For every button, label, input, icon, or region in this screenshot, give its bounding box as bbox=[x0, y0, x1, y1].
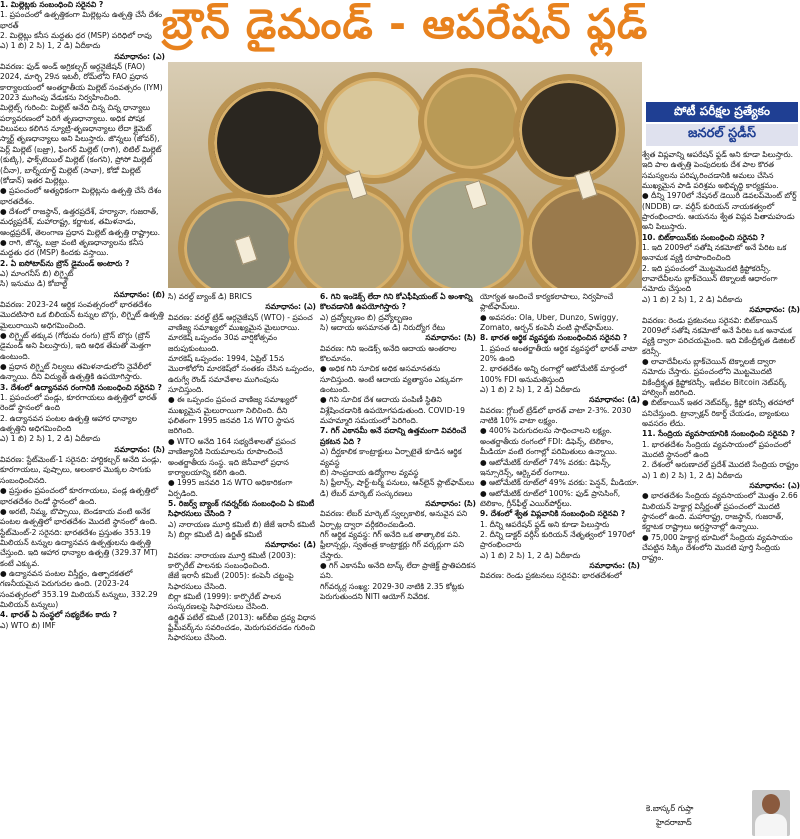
text-line: ● ఉద్యానవన పంటల విస్తీర్ణం, ఉత్పాదకతలో గణనీయమైన పెరుగుదల ఉంది. (2023-24 సంవత్సరంలో 353.19 మిలియన్ టన్నులు, 332.29 మిలియన్ టన్నులు) bbox=[0, 568, 158, 609]
text-line: డి) లేబర్ మార్కెట్ సంస్కరణలు bbox=[320, 488, 413, 498]
text-line: వివరణ: రెండు ప్రకటనలు సరైనవి: భారతదేశంలో bbox=[480, 571, 622, 581]
text-line: ● గిని సూచిక దేశ ఆదాయ పంపిణీ స్థితిని విశ్లేషించడానికి ఉపయోగపడుతుంది. COVID-19 మహమ్మారి సమయంలో పెరిగింది. bbox=[320, 395, 465, 426]
text-line: ● ఆటోమేటిక్ రూట్‌లో 49% వరకు: పెన్షన్, మీడియా. bbox=[480, 478, 639, 488]
text-line: 1. ఇది 2009లో సతోషి నకమోటో అనే పేరిట ఒక అనామక వ్యక్తి రూపొందించింది bbox=[642, 243, 787, 263]
question: 5. రిజర్వ్ బ్యాంక్ గవర్నర్‌కు సంబంధించి ఏ కమిటీ సిఫారసులు చేసింది ? bbox=[168, 498, 315, 519]
text-line: స్టేట్‌మెంట్-2 సరైనది: భారతదేశం ప్రస్తుతం 353.19 మిలియన్ టన్నుల ఉద్యానవన ఉత్పత్తులను ఉత్పత్తి చేస్తుంది. ఇది ఆహార ధాన్యాల ఉత్పత్తి (329.37 MT) కంటే ఎక్కువ. bbox=[0, 527, 158, 568]
text-line: ● భారతదేశం సేంద్రియ వ్యవసాయంలో మొత్తం 2.66 మిలియన్ హెక్టార్ల విస్తీర్ణంతో ప్రపంచంలో మొదటి స్థానంలో ఉంది. మహారాష్ట్ర, రాజస్థాన్, గుజరాత్, కర్ణాటక రాష్ట్రాలు అగ్రస్థానాల్లో ఉన్నాయి. bbox=[642, 491, 798, 532]
text-line: ఎ) 1 బి) 2 సి) 1, 2 డి) ఏదీకాదు bbox=[0, 41, 101, 51]
banner: పోటీ పరీక్షల ప్రత్యేకం bbox=[646, 102, 798, 122]
text-line: వివరణ: గ్లోబల్ ట్రేడ్‌లో భారత్ వాటా 2-3%. 2030 నాటికి 10% వాటా లక్ష్యం. bbox=[480, 405, 632, 426]
text-line: 1. భారతదేశం సేంద్రియ వ్యవసాయంలో ప్రపంచంలో మొదటి స్థానంలో ఉంది bbox=[642, 439, 791, 459]
text-line: ఎ) నారాయణ మూర్తి కమిటీ బి) జేజే ఇరానీ కమిటీ bbox=[168, 519, 315, 529]
text-line: ● WTO అనేది 164 సభ్యదేశాలతో ప్రపంచ వాణిజ్యానికి నియమాలను రూపొందించే అంతర్జాతీయ సంస్థ. ఇది జెనీవాలో ప్రధాన కార్యాలయాన్ని కలిగి ఉంది. bbox=[168, 436, 296, 477]
text-line: 2. దీన్ని డాక్టర్ వర్గీస్ కురియన్ నేతృత్వంలో 1970లో ప్రారంభించారు bbox=[480, 529, 635, 550]
question: 1. మిల్లెట్లకు సంబంధించి సరైనవి ? bbox=[0, 0, 104, 9]
text-line: ● రాగి, జొన్న, బజ్రా వంటి తృణధాన్యాలను కనీస మద్దతు ధర (MSP) కిందకు వస్తాయి. bbox=[0, 237, 144, 258]
text-line: వివరణ: నారాయణ మూర్తి కమిటీ (2003): కార్పొరేట్ పాలనకు సంబంధించింది. bbox=[168, 550, 297, 570]
text-line: ● ప్రపంచంలో అత్యధికంగా మిల్లెట్లను ఉత్పత్తి చేసే దేశం భారతదేశం. bbox=[0, 186, 162, 206]
text-line: గిగ్ ఆర్థిక వ్యవస్థ: గిగ్ అనేది ఒక తాత్కాలిక పని. ఫ్రీలాన్సర్లు, స్వతంత్ర కాంట్రాక్టర్లు గిగ్ వర్కర్లుగా పని చేస్తారు. bbox=[320, 529, 464, 560]
text-line: బి) సాంప్రదాయ ఉద్యోగాల వ్యవస్థ bbox=[320, 467, 419, 477]
text-line: వివరణ: 2023-24 ఆర్థిక సంవత్సరంలో భారతదేశం మొదటిసారి ఒక బిలియన్ టన్నుల బొగ్గు, లిగ్నైట్ ఉత్పత్తి మైలురాయిని అధిగమించింది. bbox=[0, 299, 164, 330]
text-line: 2. ఇది ప్రపంచంలో మొట్టమొదటి క్రిప్టోకరెన్సీ. లావాదేవీలను బ్లాక్‌చెయిన్ టెక్నాలజీ ఆధారంగా నమోదు చేస్తుంది bbox=[642, 263, 778, 294]
text-line: ● లిగ్నైట్ తక్కువ (గోధుమ రంగు) బ్రౌన్ బొగ్గు (బ్రౌన్ డైమండ్ అని పిలుస్తారు), ఇది అధిక తేమతో మెత్తగా ఉంటుంది. bbox=[0, 331, 152, 361]
text-line: ఎ) WTO బి) IMF bbox=[0, 620, 56, 630]
text-line: ● దేశంలో రాజస్థాన్, ఉత్తరప్రదేశ్, హర్యానా, గుజరాత్, మధ్యప్రదేశ్, మహారాష్ట్ర, కర్ణాటక, తమిళనాడు, ఆంధ్రప్రదేశ్, తెలంగాణ ప్రధాన మిల్లెట్ ఉత్పత్తి రాష్ట్రాలు. bbox=[0, 206, 161, 237]
answer: సమాధానం: (సి) bbox=[425, 498, 476, 508]
text-line: ● ప్రస్తుతం ప్రపంచంలో కూరగాయలు, పండ్ల ఉత్పత్తిలో భారతదేశం రెండో స్థానంలో ఉంది. bbox=[0, 486, 159, 506]
answer: సమాధానం: (ఎ) bbox=[114, 51, 165, 61]
text-line: ఎ) 1 బి) 2 సి) 1, 2 డి) ఏదీకాదు bbox=[480, 550, 581, 560]
question: 8. భారత ఆర్థిక వ్యవస్థకు సంబంధించిన సరైనవి ? bbox=[480, 333, 628, 343]
text-line: మిల్లెట్స్ గురించి: మిల్లెట్ అనేది చిన్న చిన్న ధాన్యాలు పర్యావరణంలో పెరిగే తృణధాన్యాలు. అధిక పోషక విలువలు కలిగిన న్యూట్రి-తృణధాన్యాలు లేదా క్లైమెట్ స్మార్ట్ తృణధాన్యాలు అని పిలుస్తారు. జొన్నలు (జోవర్), పెర్ల్ మిల్లెట్ (బజ్రా), ఫింగర్ మిల్లెట్ (రాగి), లిటిల్ మిల్లెట్ (కుట్కి), ఫాక్స్‌టెయిల్ మిల్లెట్ (కంగని), ప్రోసో మిల్లెట్ (చీనా), బార్న్‌యార్డ్ మిల్లెట్ (సావా), కోడో మిల్లెట్ (కోడాన్) ఇతర మిల్లెట్లు. bbox=[0, 103, 162, 185]
text-line: ● అధిక గిని సూచిక అధిక అసమానతను సూచిస్తుంది. అంటే ఆదాయ వ్యత్యాసం ఎక్కువగా ఉంటుంది. bbox=[320, 364, 463, 395]
middle-column-c bbox=[480, 292, 640, 839]
text-line: వివరణ: స్టేట్‌మెంట్-1 సరైనది: హార్టికల్చర్ అనేది పండ్లు, కూరగాయలు, పుష్పాలు, అలంకార మొక్కల సాగుకు సంబంధించినది. bbox=[0, 455, 162, 485]
question: 3. దేశంలో ఉద్యానవన రంగానికి సంబంధించి సరైనవి ? bbox=[0, 382, 162, 392]
text-line: ● అరటి, నిమ్మ, బొప్పాయి, బెండకాయ వంటి అనేక పంటల ఉత్పత్తిలో భారతదేశం మొదటి స్థానంలో ఉంది. bbox=[0, 506, 158, 527]
text-line: మారకెష్ ఒప్పందం: 1994, ఏప్రిల్ 15న మొరాకోలోని మారకెష్‌లో సంతకం చేసిన ఒప్పందం, ఉరుగ్వే రౌండ్ సమావేశాల ముగింపును సూచిస్తుంది. bbox=[168, 354, 315, 395]
question: 7. గిగ్ ఎకానమీ అనే పదాన్ని ఉత్తమంగా వివరించే ప్రకటన ఏది ? bbox=[320, 426, 467, 446]
text-line: ● ఆటోమేటిక్ రూట్‌లో 74% వరకు: డిఫెన్స్, ఇన్సూరెన్స్, ఆర్కైవల్ రంగాలు. bbox=[480, 457, 612, 477]
answer: సమాధానం: (డి) bbox=[589, 395, 640, 405]
text-line: ● 400% పెరుగుదలను సాధించాలని లక్ష్యం. bbox=[480, 426, 612, 436]
text-line: సి) ఫ్రీలాన్స్, షార్ట్-టర్మ్ పనులు, ఆన్‌లైన్ ప్లాట్‌ఫామ్‌లు bbox=[320, 478, 475, 488]
text-line: వివరణ: లేబర్ మార్కెట్ స్వల్పకాలిక, అనువైన పని ఏర్పాట్ల ద్వారా వర్గీకరించబడింది. bbox=[320, 509, 468, 529]
text-line: 1. ప్రపంచంలో పండ్లు, కూరగాయలు ఉత్పత్తిలో భారత్ రెండో స్థానంలో ఉంది bbox=[0, 393, 157, 413]
answer: సమాధానం: (ఎ) bbox=[749, 481, 800, 490]
text-line: ● ప్రధాన లిగ్నైట్ నిల్వలు తమిళనాడులోని నైవేలీలో ఉన్నాయి. దీని విద్యుత్ ఉత్పత్తికి ఉపయోగిస్తారు. bbox=[0, 362, 152, 382]
text-line: సి) ఆదాయ అసమానత డి) నిరుద్యోగ రేటు bbox=[320, 323, 446, 333]
headline: బ్రౌన్ డైమండ్ - ఆపరేషన్ ఫ్లడ్ bbox=[161, 0, 649, 48]
text-line: ఎ) 1 బి) 2 సి) 1, 2 డి) ఏదీకాదు bbox=[642, 470, 743, 480]
text-line: ● బిట్‌కాయిన్ ఇతర నెట్‌వర్క్, క్రిప్టో కరెన్సీ తరహాలో పనిచేస్తుంది. ట్రాన్సాక్షన్ రికార్డ్ చేయడం, బ్యాంకులు అవసరం లేదు. bbox=[642, 398, 794, 428]
text-line: 2. దేశంలో అరుణాచల్ ప్రదేశ్ మొదటి సేంద్రియ రాష్ట్రం bbox=[642, 460, 799, 470]
section-title: జనరల్ స్టడీస్ bbox=[646, 124, 798, 146]
question: 6. గిని ఇండెక్స్ లేదా గిని కోఎఫీషియంట్ ఏ అంశాన్ని కొలవడానికి ఉపయోగిస్తారు ? bbox=[320, 292, 473, 312]
answer: సమాధానం: (ఎ) bbox=[265, 302, 316, 312]
text-line: ● ఈ ఒప్పందం ప్రపంచ వాణిజ్య సమాఖ్యలో ముఖ్యమైన మైలురాయిగా నిలిచింది. దీని ఫలితంగా 1995 జనవరి 1న WTO స్థాపన జరిగింది. bbox=[168, 395, 298, 436]
text-line: ఎ) మాంగనీస్ బి) లిగ్నైట్ bbox=[0, 268, 74, 278]
text-line: ● 75,000 హెక్టార్ల భూమిలో సేంద్రియ వ్యవసాయం చేపట్టిన సిక్కిం దేశంలోని మొదటి పూర్తి సేంద్రియ రాష్ట్రం. bbox=[642, 532, 793, 563]
question: 9. దేశంలో శ్వేత విప్లవానికి సంబంధించి సరైనవి ? bbox=[480, 509, 626, 519]
text-line: వివరణ: వరల్డ్ ట్రేడ్ ఆర్గనైజేషన్ (WTO) - ప్రపంచ వాణిజ్య సమాఖ్యలో ముఖ్యమైన మైలురాయి. మారకెష్ ఒప్పందం 30వ వార్షికోత్సవం జరుపుకుంటుంది. bbox=[168, 312, 313, 353]
text-line: ● అవసరం: Ola, Uber, Dunzo, Swiggy, Zomato, అర్బన్ కంపెనీ వంటి ప్లాట్‌ఫామ్‌లు. bbox=[480, 312, 619, 333]
text-line: ● లావాదేవీలను బ్లాక్‌చెయిన్ టెక్నాలజీ ద్వారా నమోదు చేస్తారు. ప్రపంచంలోని మొట్టమొదటి వికేంద్రీకృత క్రిప్టోకరెన్సీ. ఇటీవల Bitcoin నెట్‌వర్క్ హాల్వింగ్ జరిగింది. bbox=[642, 356, 787, 397]
text-line: సి) బిర్లా కమిటీ డి) ఉర్జిత్ కమిటీ bbox=[168, 529, 263, 539]
question: 11. సేంద్రియ వ్యవసాయానికి సంబంధించి సరైనవి ? bbox=[642, 429, 795, 439]
text-line: వివరణ: గిని ఇండెక్స్ అనేది ఆదాయ అంతరాల కొలమానం. bbox=[320, 343, 457, 364]
text-line: 2. భారతదేశం అన్ని రంగాల్లో ఆటోమేటిక్ మార్గంలో 100% FDI అనుమతిస్తుంది bbox=[480, 364, 627, 384]
text-line: యోగ్యత అందించే కార్యకలాపాలు, నిర్వహించే ప్లాట్‌ఫామ్‌లు. bbox=[480, 292, 614, 312]
text-line: ఉర్జిత్ పటేల్ కమిటీ (2013): ఆర్‌బీఐ ద్రవ్య విధాన ఫ్రేమ్‌వర్క్‌ను సవరించడం, మెరుగుపరచడం గురించి సిఫారసులు చేసింది. bbox=[168, 612, 316, 643]
text-line: 2. ఉద్యానవన పంటల ఉత్పత్తి ఆహార ధాన్యాల ఉత్పత్తిని అధిగమించింది bbox=[0, 413, 137, 434]
text-line: ● దీన్ని 1970లో నేషనల్ డెయిరీ డెవలప్‌మెంట్ బోర్డ్ (NDDB) డా. వర్గీస్ కురియన్ నాయకత్వంలో ప్రారంభించారు. ఆయనను శ్వేత విప్లవ పితామహుడు అని పిలుస్తారు. bbox=[642, 191, 797, 232]
text-line: వివరణ: రెండు ప్రకటనలు సరైనవి: బిట్‌కాయిన్ 2009లో సతోషి నకమోటో అనే పేరిట ఒక అనామక వ్యక్తి ద్వారా పరిచయమైంది. ఇది వికేంద్రీకృత డిజిటల్ కరెన్సీ. bbox=[642, 315, 795, 356]
answer: సమాధానం: (సి) bbox=[589, 560, 640, 570]
answer: సమాధానం: (డి) bbox=[265, 540, 316, 550]
text-line: ● గిగ్ ఎకానమీ అనేది టాస్క్ లేదా ప్రాజెక్ట్ ప్రాతిపదికన పని. bbox=[320, 560, 476, 581]
text-line: 1. ప్రపంచ అంతర్జాతీయ ఆర్థిక వ్యవస్థలో భారత్ వాటా 20% ఉంది bbox=[480, 343, 638, 364]
millet-baskets-photo bbox=[168, 62, 642, 288]
text-line: సి) వరల్డ్ బ్యాంక్ డి) BRICS bbox=[168, 292, 252, 301]
text-line: 1. ప్రపంచంలో ఉత్పత్తికంగా మిల్లెట్లను ఉత్పత్తి చేసే దేశం భారత్ bbox=[0, 10, 163, 30]
text-line: ● 1995 జనవరి 1న WTO అధికారికంగా ఏర్పడింది. bbox=[168, 478, 293, 498]
text-line: అంతర్జాతీయ రంగంలో FDI: డిఫెన్స్, టెలికాం, మీడియా వంటి రంగాల్లో పరిమితులు ఉన్నాయి. bbox=[480, 436, 618, 457]
text-line: ఎ) దీర్ఘకాలిక కాంట్రాక్టులు ఏర్పాటైతే కూడిన ఆర్థిక వ్యవస్థ bbox=[320, 447, 462, 467]
author-box bbox=[642, 790, 800, 839]
text-line: ఎ) 1 బి) 2 సి) 1, 2 డి) ఏదీకాదు bbox=[642, 294, 743, 304]
right-column bbox=[642, 150, 800, 839]
text-line: ● ఆటోమేటిక్ రూట్‌లో 100%: ఫుడ్ ప్రాసెసింగ్, టెలికాం, గ్రీన్‌ఫీల్డ్ ఎయిర్‌పోర్ట్‌లు. bbox=[480, 488, 621, 508]
question: 4. భారత్ ఏ సంస్థలో సభ్యదేశం కాదు ? bbox=[0, 610, 118, 620]
text-line: శ్వేత విప్లవాన్ని ఆపరేషన్ ఫ్లడ్ అని కూడా పిలుస్తారు. ఇది పాల ఉత్పత్తి పెంపుదలకు దేశ పాల కొరత సమస్యలను పరిష్కరించడానికి అమలు చేసిన ముఖ్యమైన పాడి పరిశ్రమ అభివృద్ధి కార్యక్రమం. bbox=[642, 150, 794, 191]
text-line: జేజే ఇరానీ కమిటీ (2005): కంపెనీ చట్టంపై సిఫారసులు చేసింది. bbox=[168, 571, 294, 591]
author-photo bbox=[752, 790, 790, 836]
answer: సమాధానం: (బి) bbox=[113, 289, 165, 299]
middle-column-b bbox=[320, 292, 476, 839]
text-line: ఎ) ద్రవ్యోల్బణం బి) ద్రవ్యోల్బణం bbox=[320, 312, 413, 322]
author-place: హైదరాబాద్ bbox=[656, 818, 692, 827]
question: 2. ఏ ఐసోటాప్‌ను బ్రౌన్ డైమండ్ అంటారు ? bbox=[0, 258, 130, 268]
text-line: ఎ) 1 బి) 2 సి) 1, 2 డి) ఏదీకాదు bbox=[0, 434, 101, 444]
question: 10. బిట్‌కాయిన్‌కు సంబంధించి సరైనవి ? bbox=[642, 232, 765, 242]
author-name: కె.బాస్కర్ గుప్తా bbox=[646, 804, 694, 813]
answer: సమాధానం: (సి) bbox=[114, 444, 165, 454]
text-line: సి) ఇనుము డి) కోబాల్ట్ bbox=[0, 279, 68, 289]
text-line: వివరణ: ఫుడ్ అండ్ అగ్రికల్చర్ ఆర్గనైజేషన్ (FAO) 2024, మార్చి 29న ఇటలీ, రోమ్‌లోని FAO ప్రధాన కార్యాలయంలో అంతర్జాతీయ మిల్లెట్ సంవత్సరం (IYM) 2023 ముగింపు వేడుకను నిర్వహించింది. bbox=[0, 62, 163, 103]
text-line: 2. మిల్లెట్లు కనీస మద్దతు ధర (MSP) పరిధిలో రావు bbox=[0, 31, 152, 41]
text-line: బిర్లా కమిటీ (1999): కార్పొరేట్ పాలన సంస్కరణలపై సిఫారసులు చేసింది. bbox=[168, 591, 282, 612]
middle-column-a bbox=[168, 292, 316, 839]
text-line: గిగ్‌వర్కర్ల సంఖ్య: 2029-30 నాటికి 2.35 కోట్లకు పెరుగుతుందని NITI ఆయోగ్ నివేదిక. bbox=[320, 581, 465, 601]
answer: సమాధానం: (సి) bbox=[425, 333, 476, 343]
text-line: ఎ) 1 బి) 2 సి) 1, 2 డి) ఏదీకాదు bbox=[480, 385, 581, 395]
answer: సమాధానం: (సి) bbox=[749, 305, 800, 315]
left-column bbox=[0, 0, 165, 839]
text-line: 1. దీన్ని ఆపరేషన్ ఫ్లడ్ అని కూడా పిలుస్తారు bbox=[480, 519, 610, 529]
